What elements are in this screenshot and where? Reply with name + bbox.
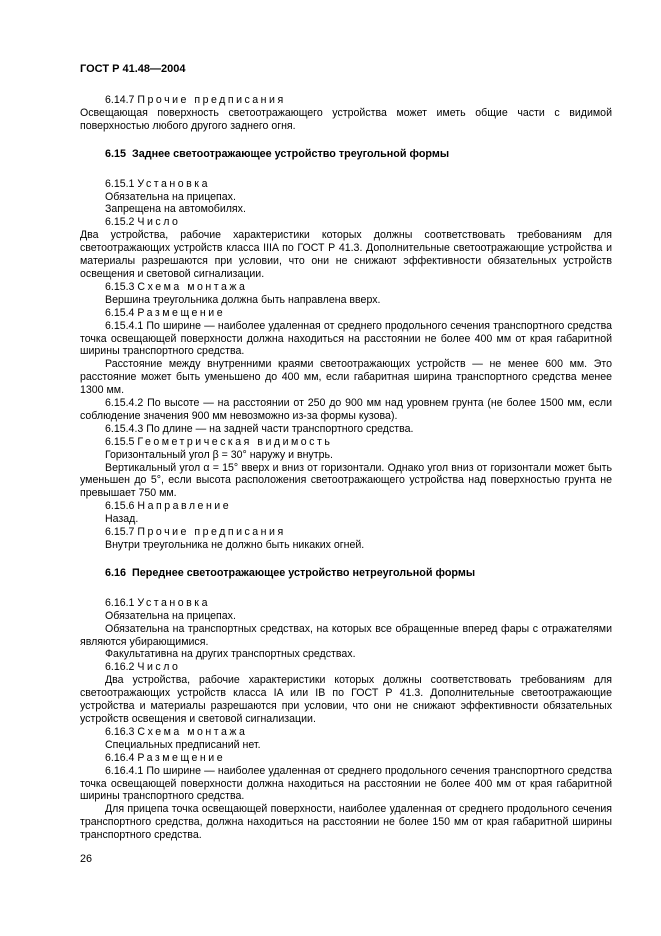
subsection-number: 6.16.1: [105, 596, 135, 609]
text-line: Назад.: [105, 513, 139, 526]
subsection-number: 6.14.7: [105, 94, 135, 106]
subsection-title: Размещение: [137, 751, 226, 764]
subsection-heading: [80, 597, 612, 610]
section-heading: [80, 567, 612, 580]
paragraph: 6.15.4.3 По длине — на задней части транспортного средства.: [105, 422, 414, 435]
subsection-title: Прочие предписания: [137, 526, 286, 539]
text-line: Вершина треугольника должна быть направлена вверх.: [105, 293, 381, 306]
subsection-number: 6.16.4: [105, 751, 135, 764]
subsection-heading: [80, 500, 612, 513]
subsection-number: 6.15.5: [105, 435, 135, 448]
subsection-title: Прочие предписания: [137, 94, 286, 106]
subsection-title: Установка: [137, 596, 210, 609]
text-line: Факультативна на других транспортных средствах.: [105, 648, 356, 661]
paragraph: Обязательна на транспортных средствах, на которых все обращенные вперед фары с отражателями являются убирающимися.: [80, 622, 612, 648]
subsection-title: Схема монтажа: [137, 280, 248, 293]
subsection-heading: [80, 436, 612, 449]
subsection-title: Число: [137, 661, 181, 674]
paragraph: Два устройства, рабочие характеристики которых должны соответствовать требованиям для светоотражающих устройств класса IIIA по ГОСТ Р 41.3. Дополнительные светоотражающие устройства и материалы разрешаются при условии, что они не снижают эффективности обязательных устройств освещения и световой сигнализации.: [80, 229, 612, 280]
doc-header: ГОСТ Р 41.48—2004: [80, 63, 186, 75]
subsection-heading: [80, 726, 612, 739]
subsection-title: Геометрическая видимость: [137, 435, 333, 448]
section-title: Переднее светоотражающее устройство нетреугольной формы: [132, 566, 476, 579]
paragraph: 6.16.4.1 По ширине — наиболее удаленная от среднего продольного сечения транспортного средства точка освещающей поверхности должна находиться на расстоянии не более 400 мм от края габаритной ширины транспортного средства.: [80, 764, 612, 803]
subsection-number: 6.15.1: [105, 177, 135, 190]
subsection-number: 6.15.3: [105, 280, 135, 293]
paragraph: Вертикальный угол α = 15° вверх и вниз от горизонтали. Однако угол вниз от горизонтали может быть уменьшен до 5°, если высота расположения светоотражающего устройства над поверхностью грунта не превышает 750 мм.: [80, 461, 612, 500]
paragraph: 6.15.4.1 По ширине — наиболее удаленная от среднего продольного сечения транспортного средства точка освещающей поверхности должна находиться на расстоянии не более 400 мм от края габаритной ширины транспортного средства.: [80, 319, 612, 358]
subsection-heading: [80, 178, 612, 191]
subsection-heading: [80, 526, 612, 539]
document-body: [80, 94, 612, 842]
text-line: Обязательна на прицепах.: [105, 190, 236, 203]
subsection-number: 6.15.6: [105, 500, 135, 513]
subsection-number: 6.15.7: [105, 526, 135, 539]
paragraph: Горизонтальный угол β = 30° наружу и внутрь.: [105, 448, 333, 461]
subsection-heading: [80, 94, 612, 107]
text-line: Обязательна на прицепах.: [105, 609, 236, 622]
subsection-heading: [80, 281, 612, 294]
paragraph: Освещающая поверхность светоотражающего устройства может иметь общие части с видимой поверхностью любого другого заднего огня.: [80, 106, 612, 132]
paragraph: Расстояние между внутренними краями светоотражающих устройств — не менее 600 мм. Это расстояние может быть уменьшено до 400 мм, если габаритная ширина транспортного средства менее 1300 мм.: [80, 358, 612, 397]
subsection-number: 6.15.2: [105, 216, 135, 229]
page-number: 26: [80, 853, 93, 865]
subsection-heading: [80, 307, 612, 320]
section-number: 6.15: [105, 147, 127, 160]
paragraph: Для прицепа точка освещающей поверхности, наиболее удаленная от среднего продольного сечения транспортного средства, должна находиться на расстоянии не более 150 мм от края габаритной ширины транспортного средства.: [80, 803, 612, 842]
subsection-number: 6.15.4: [105, 306, 135, 319]
subsection-number: 6.16.3: [105, 725, 135, 738]
section-heading: [80, 148, 612, 161]
text-line: Запрещена на автомобилях.: [105, 203, 246, 216]
paragraph: 6.15.4.2 По высоте — на расстоянии от 250 до 900 мм над уровнем грунта (не более 1500 мм, если соблюдение значения 900 мм невозможно из-за формы кузова).: [80, 397, 612, 422]
subsection-number: 6.16.2: [105, 661, 135, 674]
text-line: Специальных предписаний нет.: [105, 738, 261, 751]
section-title: Заднее светоотражающее устройство треугольной формы: [132, 147, 450, 160]
subsection-heading: [80, 661, 612, 674]
subsection-title: Направление: [137, 500, 232, 513]
paragraph: Два устройства, рабочие характеристики которых должны соответствовать требованиям для светоотражающих устройств класса IA или IB по ГОСТ Р 41.3. Дополнительные светоотражающие устройства и материалы разрешаются при условии, что они не снижают эффективности обязательных устройств освещения и световой сигнализации.: [80, 674, 612, 725]
subsection-title: Схема монтажа: [137, 725, 248, 738]
subsection-title: Установка: [137, 177, 210, 190]
subsection-title: Размещение: [137, 306, 226, 319]
subsection-heading: [80, 752, 612, 765]
text-line: Внутри треугольника не должно быть никаких огней.: [105, 539, 365, 551]
section-number: 6.16: [105, 566, 127, 579]
subsection-heading: [80, 216, 612, 229]
subsection-title: Число: [137, 216, 181, 229]
